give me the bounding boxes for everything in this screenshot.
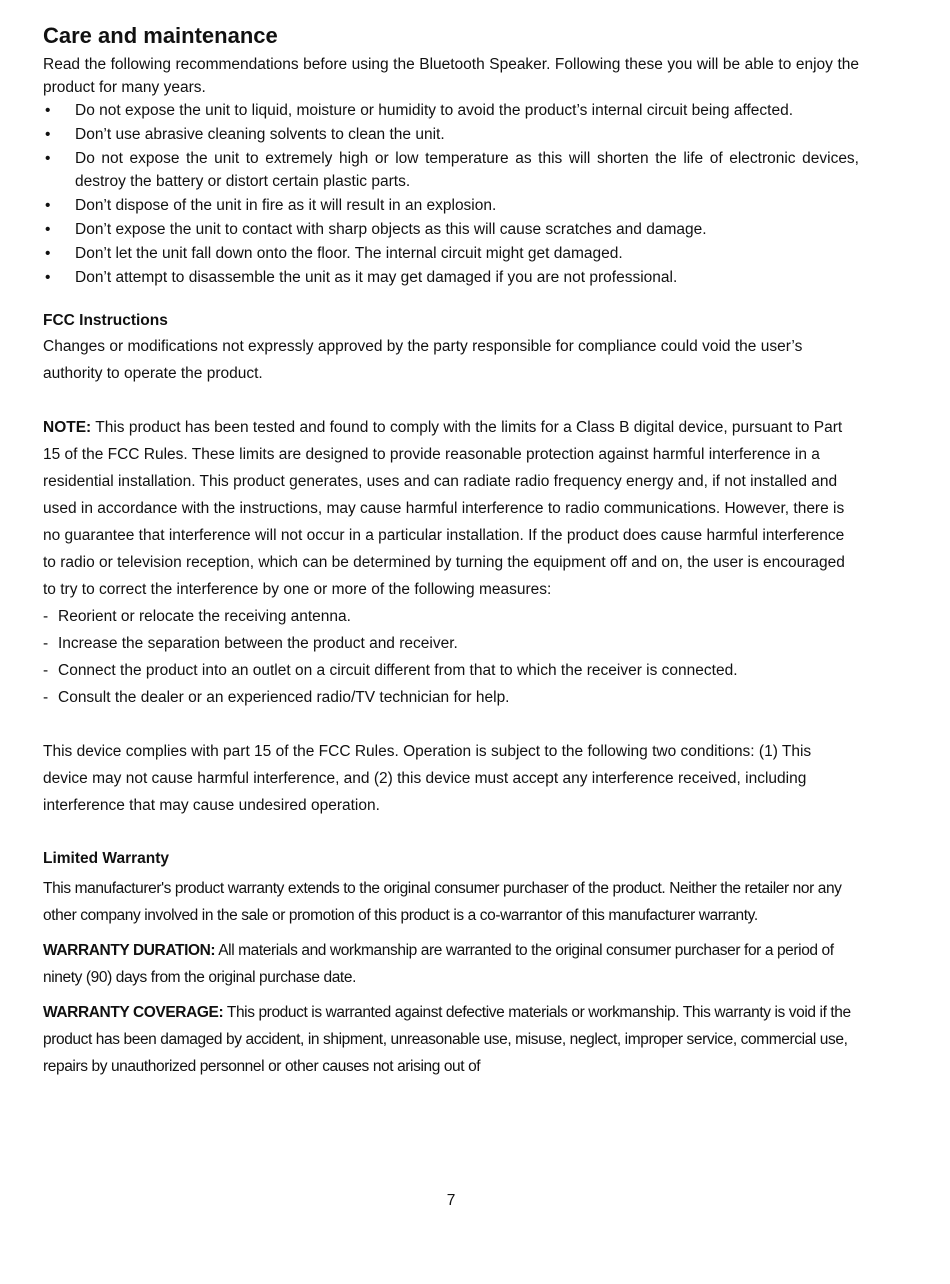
bullet-icon: • — [45, 102, 51, 119]
list-item-text: Don’t expose the unit to contact with sharp objects as this will cause scratches and damage. — [75, 221, 707, 238]
list-item-text: Do not expose the unit to liquid, moisture or humidity to avoid the product’s internal circuit being affected. — [75, 102, 794, 119]
list-item — [43, 630, 859, 657]
page-number: 7 — [446, 1192, 456, 1209]
list-item-text: Increase the separation between the product and receiver. — [58, 635, 458, 652]
warranty-coverage — [43, 999, 859, 1080]
list-item — [43, 147, 859, 193]
fcc-compliance: This device complies with part 15 of the FCC Rules. Operation is subject to the following two conditions: (1) This device may not cause harmful interference, and (2) this device must accept any interference received, including interference that may cause undesired operation. — [43, 743, 812, 814]
fcc-heading: FCC Instructions — [43, 312, 168, 329]
list-item-text: Don’t use abrasive cleaning solvents to clean the unit. — [75, 126, 445, 143]
list-item — [43, 684, 859, 711]
list-item — [43, 123, 859, 146]
bullet-icon: • — [45, 126, 51, 143]
list-item-text: Do not expose the unit to extremely high or low temperature as this will shorten the life of electronic devices, destroy the battery or distort certain plastic parts. — [75, 150, 859, 190]
dash-icon: - — [43, 689, 49, 706]
bullet-icon: • — [45, 221, 51, 238]
duration-label: WARRANTY DURATION: — [43, 942, 216, 959]
care-heading: Care and maintenance — [43, 23, 278, 48]
dash-icon: - — [43, 635, 49, 652]
care-intro: Read the following recommendations before using the Bluetooth Speaker. Following these you will be able to enjoy the product for many years. — [43, 56, 859, 96]
note-label: NOTE: — [43, 419, 92, 436]
coverage-label: WARRANTY COVERAGE: — [43, 1004, 224, 1021]
list-item-text: Consult the dealer or an experienced radio/TV technician for help. — [58, 689, 510, 706]
note-text: This product has been tested and found to comply with the limits for a Class B digital device, pursuant to Part 15 of the FCC Rules. These limits are designed to provide reasonable protection against harmful interference in a residential installation. This product generates, uses and can radiate radio frequency energy and, if not installed and used in accordance with the instructions, may cause harmful interference to radio communications. However, there is no guarantee that interference will not occur in a particular installation. If the product does cause harmful interference to radio or television reception, which can be determined by turning the equipment off and on, the user is encouraged to try to correct the interference by one or more of the following measures: — [43, 419, 845, 598]
list-item — [43, 603, 859, 630]
document-page — [43, 22, 859, 1080]
coverage-text: This product is warranted against defective materials or workmanship. This warranty is void if the product has been damaged by accident, in shipment, unreasonable use, misuse, neglect, improper service, commercial use, repairs by unauthorized personnel or other causes not arising out of — [43, 1004, 851, 1075]
dash-icon: - — [43, 608, 49, 625]
fcc-changes: Changes or modifications not expressly approved by the party responsible for compliance could void the user’s authority to operate the product. — [43, 338, 803, 382]
list-item-text: Don’t dispose of the unit in fire as it will result in an explosion. — [75, 197, 497, 214]
dash-icon: - — [43, 662, 49, 679]
list-item-text: Don’t attempt to disassemble the unit as it may get damaged if you are not professional. — [75, 269, 678, 286]
list-item-text: Don’t let the unit fall down onto the floor. The internal circuit might get damaged. — [75, 245, 623, 262]
list-item-text: Reorient or relocate the receiving antenna. — [58, 608, 351, 625]
bullet-icon: • — [45, 269, 51, 286]
fcc-note — [43, 414, 859, 603]
warranty-heading: Limited Warranty — [43, 850, 170, 867]
list-item — [43, 99, 859, 122]
bullet-icon: • — [45, 245, 51, 262]
list-item — [43, 218, 859, 241]
list-item — [43, 657, 859, 684]
fcc-measures — [43, 603, 859, 711]
list-item — [43, 266, 859, 289]
warranty-intro: This manufacturer's product warranty extends to the original consumer purchaser of the product. Neither the retailer nor any other company involved in the sale or promotion of this product is a co-warrantor of this manufacturer warranty. — [43, 880, 842, 924]
warranty-duration — [43, 937, 859, 991]
list-item — [43, 242, 859, 265]
care-list — [43, 99, 859, 289]
duration-text: All materials and workmanship are warranted to the original consumer purchaser for a period of ninety (90) days from the original purchase date. — [43, 942, 834, 986]
bullet-icon: • — [45, 150, 51, 167]
bullet-icon: • — [45, 197, 51, 214]
list-item — [43, 194, 859, 217]
list-item-text: Connect the product into an outlet on a circuit different from that to which the receiver is connected. — [58, 662, 738, 679]
